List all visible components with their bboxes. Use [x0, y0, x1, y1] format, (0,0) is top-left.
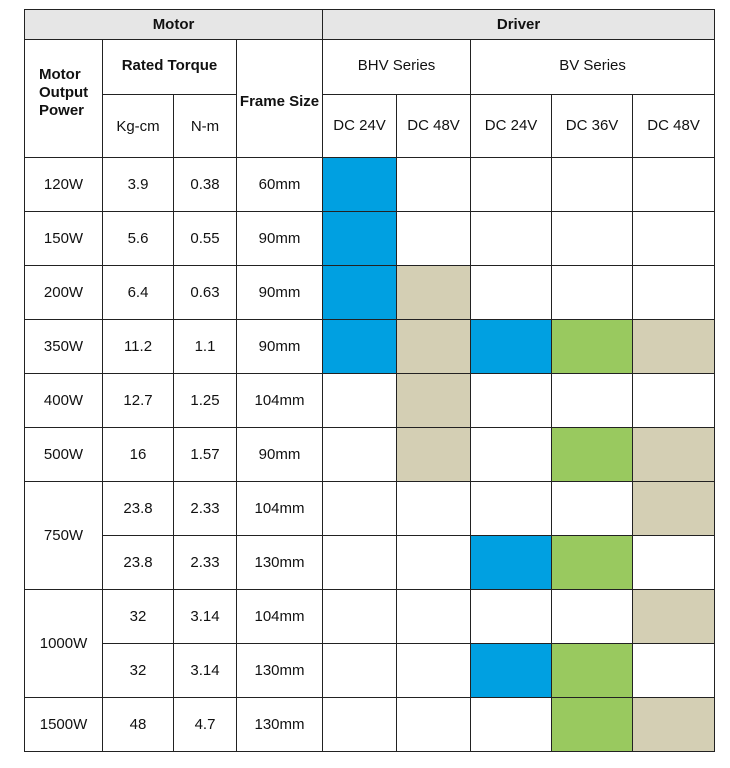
- torque-nm-cell: 0.63: [174, 266, 237, 320]
- frame-size-cell: 90mm: [237, 212, 323, 266]
- rated-torque-header: Rated Torque: [103, 40, 237, 95]
- frame-size-cell: 130mm: [237, 536, 323, 590]
- frame-size-cell: 104mm: [237, 374, 323, 428]
- empty-cell: [397, 482, 471, 536]
- empty-cell: [471, 590, 552, 644]
- empty-cell: [471, 212, 552, 266]
- torque-kgcm-cell: 5.6: [103, 212, 174, 266]
- output-power-cell: 1000W: [25, 590, 103, 698]
- empty-cell: [397, 698, 471, 752]
- torque-kgcm-cell: 11.2: [103, 320, 174, 374]
- frame-size-cell: 130mm: [237, 644, 323, 698]
- motor-driver-compatibility-table: [24, 9, 715, 752]
- output-power-cell: 1500W: [25, 698, 103, 752]
- table-row: [25, 644, 715, 698]
- compatible-cell: [633, 590, 715, 644]
- torque-kgcm-cell: 23.8: [103, 536, 174, 590]
- frame-size-cell: 104mm: [237, 482, 323, 536]
- voltage-header: DC 48V: [397, 95, 471, 158]
- empty-cell: [323, 536, 397, 590]
- torque-kgcm-cell: 48: [103, 698, 174, 752]
- voltage-header: DC 24V: [471, 95, 552, 158]
- table-row: [25, 590, 715, 644]
- output-power-cell: 400W: [25, 374, 103, 428]
- bhv-series-header: BHV Series: [323, 40, 471, 95]
- motor-group-header: Motor: [25, 10, 323, 40]
- torque-kgcm-cell: 6.4: [103, 266, 174, 320]
- compatible-cell: [397, 266, 471, 320]
- table-row: [25, 266, 715, 320]
- frame-size-cell: 60mm: [237, 158, 323, 212]
- output-power-cell: 200W: [25, 266, 103, 320]
- torque-nm-cell: 2.33: [174, 482, 237, 536]
- torque-kgcm-cell: 3.9: [103, 158, 174, 212]
- empty-cell: [633, 374, 715, 428]
- compatible-cell: [552, 428, 633, 482]
- torque-nm-cell: 1.25: [174, 374, 237, 428]
- compatible-cell: [323, 158, 397, 212]
- frame-size-cell: 90mm: [237, 320, 323, 374]
- bv-series-header: BV Series: [471, 40, 715, 95]
- output-power-cell: 750W: [25, 482, 103, 590]
- torque-nm-cell: 0.38: [174, 158, 237, 212]
- table-row: [25, 320, 715, 374]
- compatible-cell: [397, 374, 471, 428]
- torque-nm-cell: 0.55: [174, 212, 237, 266]
- compatible-cell: [323, 212, 397, 266]
- output-power-cell: 150W: [25, 212, 103, 266]
- torque-kgcm-cell: 32: [103, 590, 174, 644]
- empty-cell: [471, 266, 552, 320]
- empty-cell: [397, 590, 471, 644]
- compatible-cell: [397, 428, 471, 482]
- torque-nm-cell: 4.7: [174, 698, 237, 752]
- compatible-cell: [471, 320, 552, 374]
- compatible-cell: [323, 320, 397, 374]
- torque-kgcm-cell: 23.8: [103, 482, 174, 536]
- driver-group-header: Driver: [323, 10, 715, 40]
- table-row: [25, 698, 715, 752]
- compatible-cell: [397, 320, 471, 374]
- empty-cell: [552, 266, 633, 320]
- empty-cell: [471, 428, 552, 482]
- empty-cell: [633, 158, 715, 212]
- table-row: [25, 158, 715, 212]
- compatible-cell: [552, 644, 633, 698]
- empty-cell: [323, 482, 397, 536]
- table-row: [25, 536, 715, 590]
- empty-cell: [633, 266, 715, 320]
- compatible-cell: [471, 536, 552, 590]
- empty-cell: [552, 374, 633, 428]
- torque-nm-cell: 2.33: [174, 536, 237, 590]
- empty-cell: [633, 212, 715, 266]
- compatible-cell: [552, 320, 633, 374]
- compatible-cell: [633, 698, 715, 752]
- compatible-cell: [552, 536, 633, 590]
- empty-cell: [397, 644, 471, 698]
- empty-cell: [323, 590, 397, 644]
- empty-cell: [397, 536, 471, 590]
- compatible-cell: [633, 482, 715, 536]
- empty-cell: [471, 158, 552, 212]
- output-power-header: Motor Output Power: [25, 40, 103, 158]
- compatible-cell: [633, 428, 715, 482]
- frame-size-cell: 90mm: [237, 428, 323, 482]
- voltage-header: DC 48V: [633, 95, 715, 158]
- voltage-header: DC 24V: [323, 95, 397, 158]
- torque-nm-cell: 3.14: [174, 590, 237, 644]
- empty-cell: [633, 644, 715, 698]
- empty-cell: [633, 536, 715, 590]
- compatible-cell: [633, 320, 715, 374]
- torque-kgcm-cell: 12.7: [103, 374, 174, 428]
- output-power-cell: 120W: [25, 158, 103, 212]
- frame-size-header: Frame Size: [237, 40, 323, 158]
- empty-cell: [552, 212, 633, 266]
- empty-cell: [471, 374, 552, 428]
- frame-size-cell: 90mm: [237, 266, 323, 320]
- empty-cell: [323, 644, 397, 698]
- table-row: [25, 428, 715, 482]
- empty-cell: [552, 590, 633, 644]
- output-power-cell: 500W: [25, 428, 103, 482]
- empty-cell: [471, 698, 552, 752]
- empty-cell: [397, 212, 471, 266]
- compatible-cell: [552, 698, 633, 752]
- empty-cell: [323, 698, 397, 752]
- voltage-header: DC 36V: [552, 95, 633, 158]
- torque-nm-cell: 1.1: [174, 320, 237, 374]
- torque-nm-cell: 1.57: [174, 428, 237, 482]
- table-row: [25, 374, 715, 428]
- frame-size-cell: 104mm: [237, 590, 323, 644]
- empty-cell: [552, 158, 633, 212]
- empty-cell: [323, 374, 397, 428]
- empty-cell: [397, 158, 471, 212]
- kgcm-header: Kg-cm: [103, 95, 174, 158]
- frame-size-cell: 130mm: [237, 698, 323, 752]
- torque-nm-cell: 3.14: [174, 644, 237, 698]
- nm-header: N-m: [174, 95, 237, 158]
- torque-kgcm-cell: 16: [103, 428, 174, 482]
- empty-cell: [323, 428, 397, 482]
- table-body: [25, 158, 715, 752]
- torque-kgcm-cell: 32: [103, 644, 174, 698]
- empty-cell: [471, 482, 552, 536]
- table-row: [25, 482, 715, 536]
- empty-cell: [552, 482, 633, 536]
- output-power-cell: 350W: [25, 320, 103, 374]
- compatible-cell: [471, 644, 552, 698]
- table-row: [25, 212, 715, 266]
- compatible-cell: [323, 266, 397, 320]
